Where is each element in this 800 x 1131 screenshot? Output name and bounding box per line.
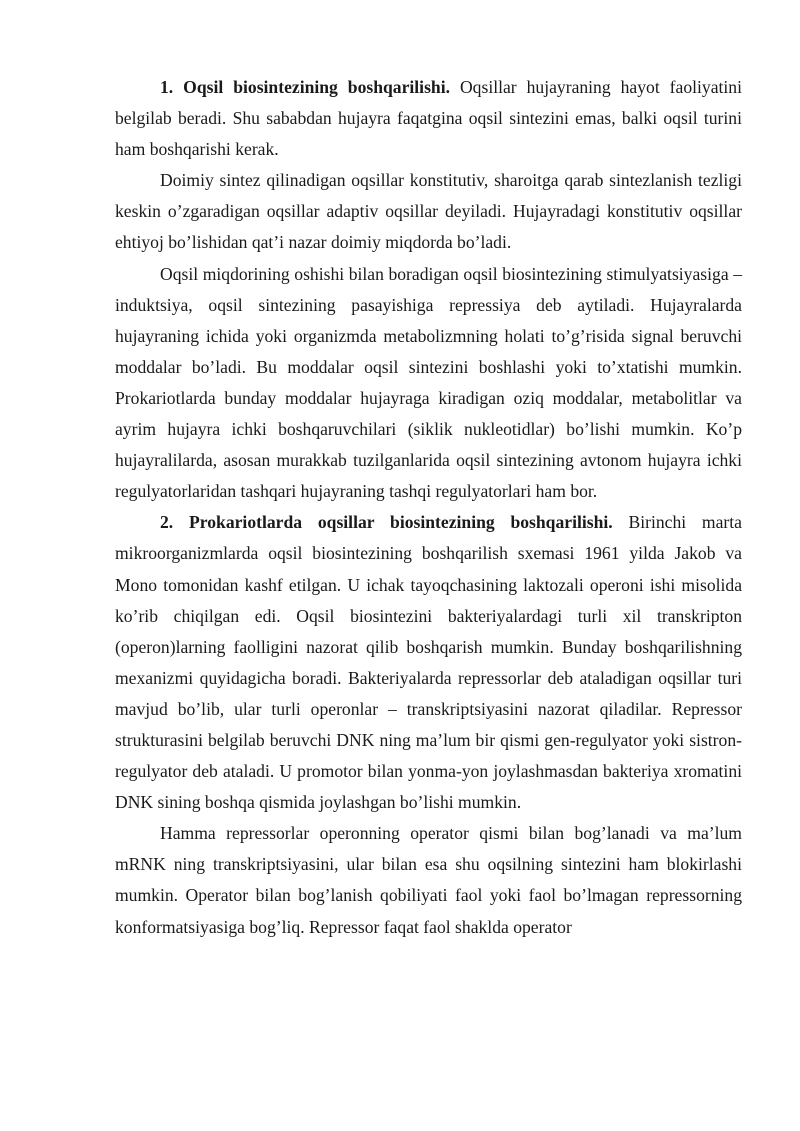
paragraph-5: [115, 818, 742, 942]
paragraph-1: [115, 72, 742, 165]
section-heading-2: 2. Prokariotlarda oqsillar biosintezining boshqarilishi.: [160, 512, 613, 533]
paragraph-text: Oqsillar hujayraning hayot faoliyatini belgilab beradi. Shu sababdan hujayra faqatgina oqsil sintezini emas, balki oqsil turini ham boshqarishi kerak.: [115, 77, 742, 160]
paragraph-3: [115, 259, 742, 508]
paragraph-text: Hamma repressorlar operonning operator qismi bilan bog’lanadi va ma’lum mRNK ning transkriptsiyasini, ular bilan esa shu oqsilning sintezini ham blokirlashi mumkin. Operator bilan bog’lanish qobiliyati faol yoki faol bo’lmagan repressorning konformatsiyasiga bog’liq. Repressor faqat faol shaklda operator: [115, 823, 742, 937]
section-heading-1: 1. Oqsil biosintezining boshqarilishi.: [160, 77, 450, 97]
document-page: [115, 72, 742, 943]
paragraph-text: Doimiy sintez qilinadigan oqsillar konstitutiv, sharoitga qarab sintezlanish tezligi keskin o’zgaradigan oqsillar adaptiv oqsillar deyiladi. Hujayradagi konstitutiv oqsillar ehtiyoj bo’lishidan qat’i nazar doimiy miqdorda bo’ladi.: [115, 170, 742, 253]
paragraph-text: Oqsil miqdorining oshishi bilan boradigan oqsil biosintezining stimulyatsiyasiga – induktsiya, oqsil sintezining pasayishiga repressiya deb aytiladi. Hujayralarda hujayraning ichida yoki organizmda metabolizmning holati to’g’risida signal beruvchi moddalar bo’ladi. Bu moddalar oqsil sintezini boshlashi yoki to’xtatishi mumkin. Prokariotlarda bunday moddalar hujayraga kiradigan oziq moddalar, metabolitlar va ayrim hujayra ichki boshqaruvchilari (siklik nukleotidlar) bo’lishi mumkin. Ko’p hujayralilarda, asosan murakkab tuzilganlarida oqsil sintezining avtonom hujayra ichki regulyatorlaridan tashqari hujayraning tashqi regulyatorlari ham bor.: [115, 263, 742, 502]
paragraph-2: [115, 165, 742, 258]
paragraph-4: [115, 507, 742, 818]
paragraph-text: Birinchi marta mikroorganizmlarda oqsil biosintezining boshqarilish sxemasi 1961 yilda Jakob va Mono tomonidan kashf etilgan. U ichak tayoqchasining laktozali operoni ishi misolida ko’rib chiqilgan edi. Oqsil biosintezini bakteriyalardagi turli xil transkripton (operon)larning faolligini nazorat qilib boshqarish mumkin. Bunday boshqarilishning mexanizmi quyidagicha boradi. Bakteriyalarda repressorlar deb ataladigan oqsillar turi mavjud bo’lib, ular turli operonlar – transkriptsiyasini nazorat qiladilar. Repressor strukturasini belgilab beruvchi DNK ning ma’lum bir qismi gen-regulyator yoki sistron-regulyator deb ataladi. U promotor bilan yonma-yon joylashmasdan bakteriya xromatini DNK sining boshqa qismida joylashgan bo’lishi mumkin.: [115, 512, 742, 813]
